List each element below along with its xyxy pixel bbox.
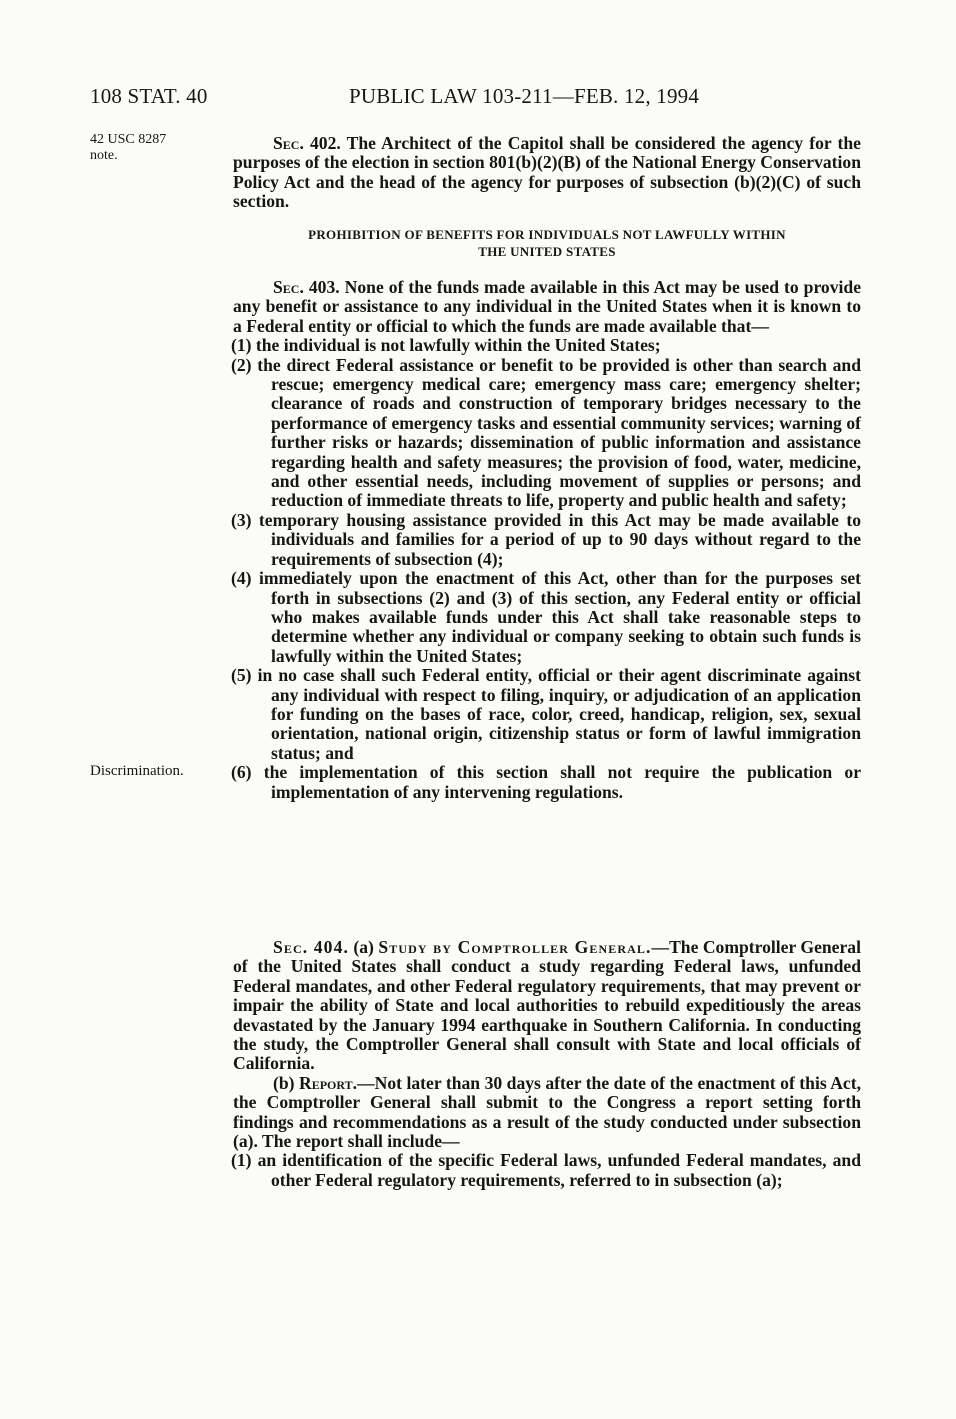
section-403-item-3: (3) temporary housing assistance provided in this Act may be made available to individuals and families for a period of up to 90 days without regard to the requirements of subsection (4);	[231, 509, 861, 569]
section-402	[233, 134, 861, 212]
usc-citation: 42 USC 8287	[90, 132, 167, 147]
public-law-title: PUBLIC LAW 103-211—FEB. 12, 1994	[349, 84, 700, 108]
margin-note-usc	[90, 132, 166, 164]
section-403-heading	[233, 226, 861, 260]
subsection-b-title: Report.	[299, 1072, 358, 1093]
section-403-item-1: (1) the individual is not lawfully within the United States;	[231, 335, 661, 356]
subsection-a-title: Study by Comptroller General.	[378, 937, 652, 957]
section-402-label: Sec. 402.	[273, 133, 341, 153]
subsection-b-item-1: (1) an identification of the specific Federal laws, unfunded Federal mandates, and other Federal regulatory requirements, referred to in subsection (a);	[231, 1150, 861, 1190]
section-403-item-4: (4) immediately upon the enactment of this Act, other than for the purposes set forth in subsections (2) and (3) of this section, any Federal entity or official who makes available funds under this Act shall take reasonable steps to determine whether any individual or company seeking to obtain such funds is lawfully within the United States;	[231, 568, 861, 666]
subsection-b-marker: (b)	[273, 1072, 295, 1093]
section-403-item-6: (6) the implementation of this section shall not require the publication or implementation of any intervening regulations.	[231, 762, 861, 802]
section-403-intro	[233, 278, 861, 336]
subsection-a-marker: (a)	[353, 937, 374, 957]
margin-note-discrimination: Discrimination.	[90, 763, 184, 779]
section-403-label: Sec. 403.	[273, 277, 340, 297]
heading-line-2: THE UNITED STATES	[478, 244, 616, 259]
section-404	[233, 938, 861, 1190]
stat-page-number: 108 STAT. 40	[90, 84, 208, 108]
section-403-item-2: (2) the direct Federal assistance or benefit to be provided is other than search and rescue; emergency medical care; emergency mass care; emergency shelter; clearance of roads and construction of temporary bridges necessary to the performance of emergency tasks and essential community services; warning of further risks or hazards; dissemination of public information and assistance regarding health and safety measures; the provision of food, water, medicine, and other essential needs, including movement of supplies or persons; and reduction of immediate threats to life, property and public health and safety;	[231, 354, 861, 511]
section-404-a	[233, 938, 861, 1074]
section-402-text: The Architect of the Capitol shall be considered the agency for the purposes of the election in section 801(b)(2)(B) of the National Energy Conservation Policy Act and the head of the agency for purposes of subsection (b)(2)(C) of such section.	[233, 133, 861, 212]
subsection-b-text: —Not later than 30 days after the date of the enactment of this Act, the Comptroller General shall submit to the Congress a report setting forth findings and recommendations as a result of the study conducted under subsection (a). The report shall include—	[233, 1072, 861, 1152]
section-404-label: Sec. 404.	[273, 937, 349, 957]
subsection-a-text: —The Comptroller General of the United States shall conduct a study regarding Federal laws, unfunded Federal mandates, and other Federal regulatory requirements, that may prevent or impair the ability of State and local authorities to rebuild expeditiously the areas devastated by the January 1994 earthquake in Southern California. In conducting the study, the Comptroller General shall consult with State and local officials of California.	[233, 937, 861, 1074]
section-404-b	[233, 1074, 861, 1152]
section-403	[233, 278, 861, 802]
section-403-intro-text: None of the funds made available in this Act may be used to provide any benefit or assistance to any individual in the United States when it is known to a Federal entity or official to which the funds are made available that—	[233, 277, 862, 336]
heading-line-1: PROHIBITION OF BENEFITS FOR INDIVIDUALS NOT LAWFULLY WITHIN	[308, 227, 786, 242]
usc-note-label: note.	[90, 148, 118, 163]
section-403-item-5: (5) in no case shall such Federal entity, official or their agent discriminate against any individual with respect to filing, inquiry, or adjudication of an application for funding on the bases of race, color, creed, handicap, religion, sex, sexual orientation, national origin, citizenship status or form of lawful immigration status; and	[231, 665, 861, 763]
